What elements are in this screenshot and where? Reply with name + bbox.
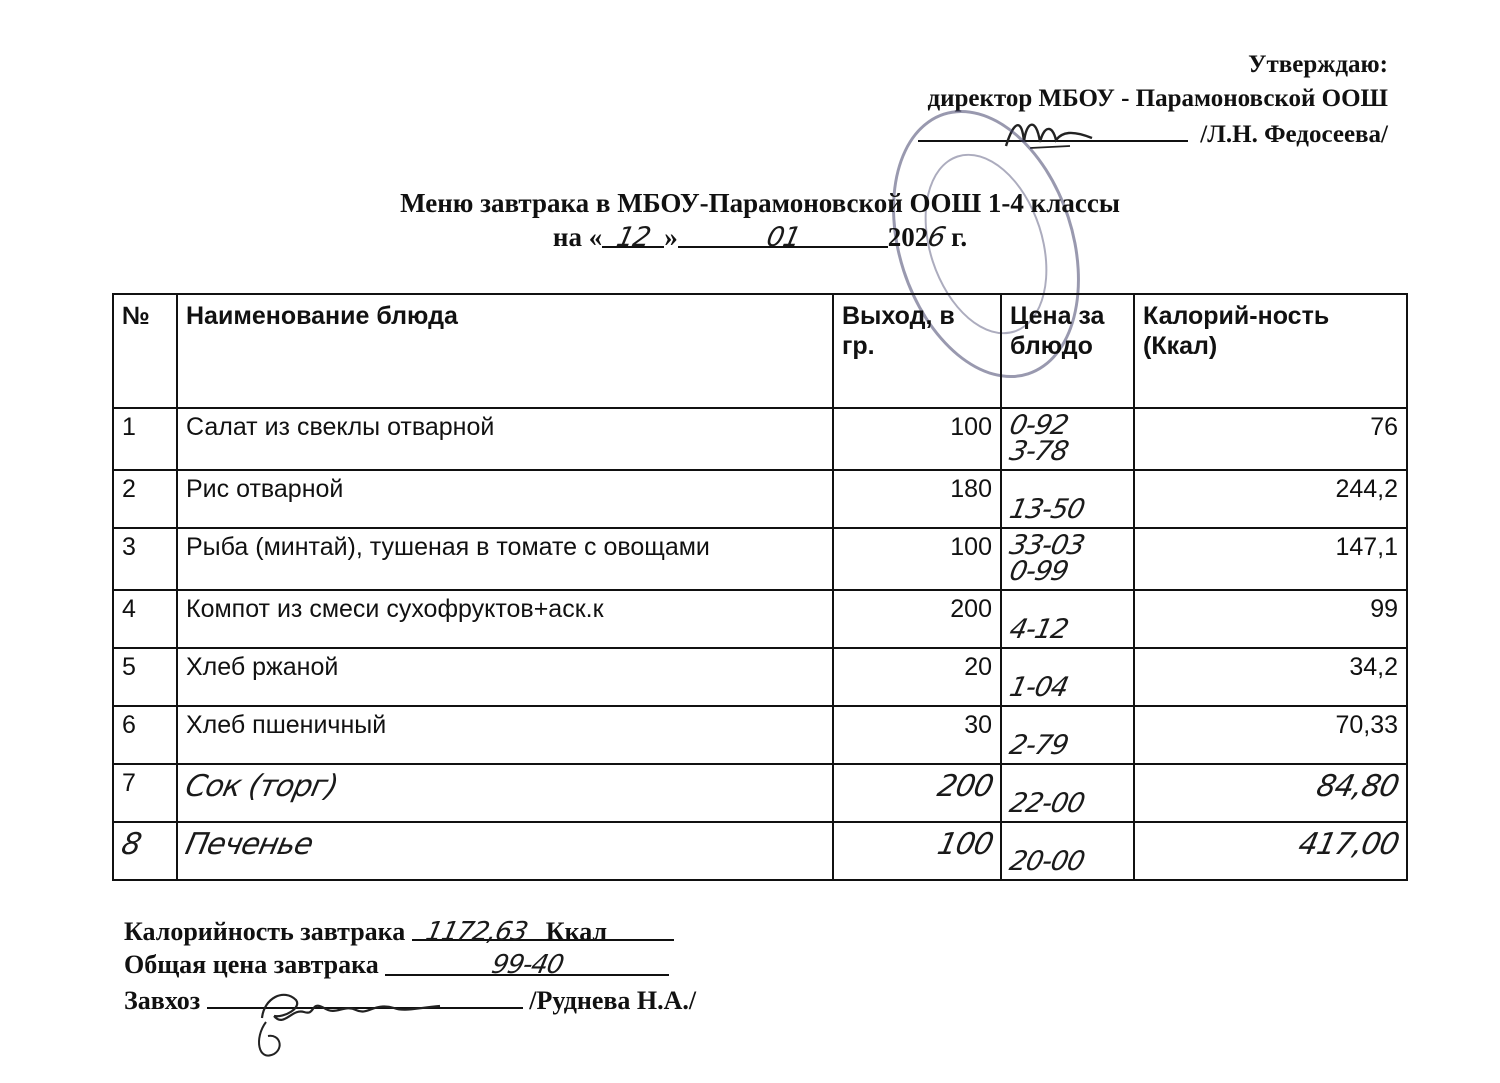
price-line: 4-12 <box>1006 614 1071 645</box>
dish-output: 20 <box>833 648 1001 706</box>
dish-output: 200 <box>833 764 1001 822</box>
document-title-block <box>0 186 1500 255</box>
col-price-header: Цена за блюдо <box>1001 294 1134 408</box>
menu-table <box>112 293 1408 881</box>
dish-name: Хлеб пшеничный <box>177 706 833 764</box>
calories-total-value: 1172,63 <box>422 917 530 947</box>
date-quote-close: » <box>664 222 678 252</box>
document-title: Меню завтрака в МБОУ-Парамоновской ООШ 1-4 классы <box>400 188 1120 218</box>
table-row <box>113 528 1407 590</box>
price-line: 22-00 <box>1006 788 1087 819</box>
calories-unit: Ккал <box>545 917 608 946</box>
price-line: 0-92 <box>1006 410 1071 441</box>
footer-block <box>124 915 696 1017</box>
approval-title: Утверждаю: <box>1248 51 1388 78</box>
dish-calories: 34,2 <box>1134 648 1407 706</box>
year-digit: 6 <box>925 222 948 253</box>
approval-signature-line <box>918 116 1388 152</box>
dish-calories: 147,1 <box>1134 528 1407 590</box>
row-number: 3 <box>113 528 177 590</box>
dish-name: Рыба (минтай), тушеная в томате с овощами <box>177 528 833 590</box>
day-field <box>602 220 664 253</box>
calories-total-line <box>124 915 696 948</box>
col-calories-header: Калорий-ность (Ккал) <box>1134 294 1407 408</box>
price-total-value: 99-40 <box>488 950 566 980</box>
price-total-line <box>124 948 696 981</box>
price-line: 33-03 <box>1006 530 1087 561</box>
col-name-header: Наименование блюда <box>177 294 833 408</box>
table-header-row <box>113 294 1407 408</box>
dish-price <box>1001 822 1134 880</box>
table-row <box>113 822 1407 880</box>
director-signature-line <box>918 116 1188 142</box>
date-line <box>0 220 1500 255</box>
dish-price <box>1001 648 1134 706</box>
dish-calories: 84,80 <box>1134 764 1407 822</box>
manager-signature-field <box>207 981 523 1009</box>
price-line: 20-00 <box>1006 846 1087 877</box>
year-suffix: г. <box>944 222 968 252</box>
year-prefix: 202 <box>887 222 929 252</box>
dish-output: 200 <box>833 590 1001 648</box>
dish-name: Компот из смеси сухофруктов+аск.к <box>177 590 833 648</box>
dish-price <box>1001 706 1134 764</box>
price-total-field <box>385 948 669 980</box>
dish-output: 100 <box>833 408 1001 470</box>
calories-total-label: Калорийность завтрака <box>124 917 406 946</box>
table-row <box>113 706 1407 764</box>
dish-calories: 70,33 <box>1134 706 1407 764</box>
table-row <box>113 590 1407 648</box>
dish-calories: 99 <box>1134 590 1407 648</box>
row-number: 1 <box>113 408 177 470</box>
row-number: 5 <box>113 648 177 706</box>
price-line: 0-99 <box>1006 556 1071 587</box>
dish-name: Хлеб ржаной <box>177 648 833 706</box>
dish-price <box>1001 764 1134 822</box>
dish-output: 100 <box>833 822 1001 880</box>
row-number: 2 <box>113 470 177 528</box>
dish-name: Салат из свеклы отварной <box>177 408 833 470</box>
month-value: 01 <box>763 222 803 253</box>
price-total-label: Общая цена завтрака <box>124 950 379 979</box>
date-prefix: на « <box>552 222 603 252</box>
dish-price <box>1001 408 1134 470</box>
table-row <box>113 648 1407 706</box>
dish-name: Рис отварной <box>177 470 833 528</box>
dish-name: Печенье <box>177 822 833 880</box>
dish-calories: 417,00 <box>1134 822 1407 880</box>
month-field <box>678 220 888 253</box>
price-line: 13-50 <box>1006 494 1087 525</box>
approval-position: директор МБОУ - Парамоновской ООШ <box>927 85 1388 112</box>
manager-line <box>124 981 696 1017</box>
dish-calories: 76 <box>1134 408 1407 470</box>
calories-total-field <box>412 915 674 947</box>
day-value: 12 <box>613 222 653 253</box>
price-line: 1-04 <box>1006 672 1071 703</box>
col-output-header: Выход, в гр. <box>833 294 1001 408</box>
price-line: 2-79 <box>1006 730 1071 761</box>
dish-name: Сок (торг) <box>177 764 833 822</box>
manager-name: /Руднева Н.А./ <box>529 986 697 1015</box>
dish-price <box>1001 528 1134 590</box>
dish-price <box>1001 470 1134 528</box>
row-number: 4 <box>113 590 177 648</box>
table-row <box>113 470 1407 528</box>
manager-label: Завхоз <box>124 986 201 1015</box>
dish-output: 100 <box>833 528 1001 590</box>
row-number: 7 <box>113 764 177 822</box>
dish-output: 30 <box>833 706 1001 764</box>
director-name: /Л.Н. Федосеева/ <box>1200 121 1388 148</box>
dish-calories: 244,2 <box>1134 470 1407 528</box>
price-line: 3-78 <box>1006 436 1071 467</box>
table-row <box>113 408 1407 470</box>
table-row <box>113 764 1407 822</box>
dish-output: 180 <box>833 470 1001 528</box>
col-number-header: № <box>113 294 177 408</box>
approval-block <box>918 48 1388 152</box>
dish-price <box>1001 590 1134 648</box>
row-number: 6 <box>113 706 177 764</box>
row-number: 8 <box>113 822 177 880</box>
